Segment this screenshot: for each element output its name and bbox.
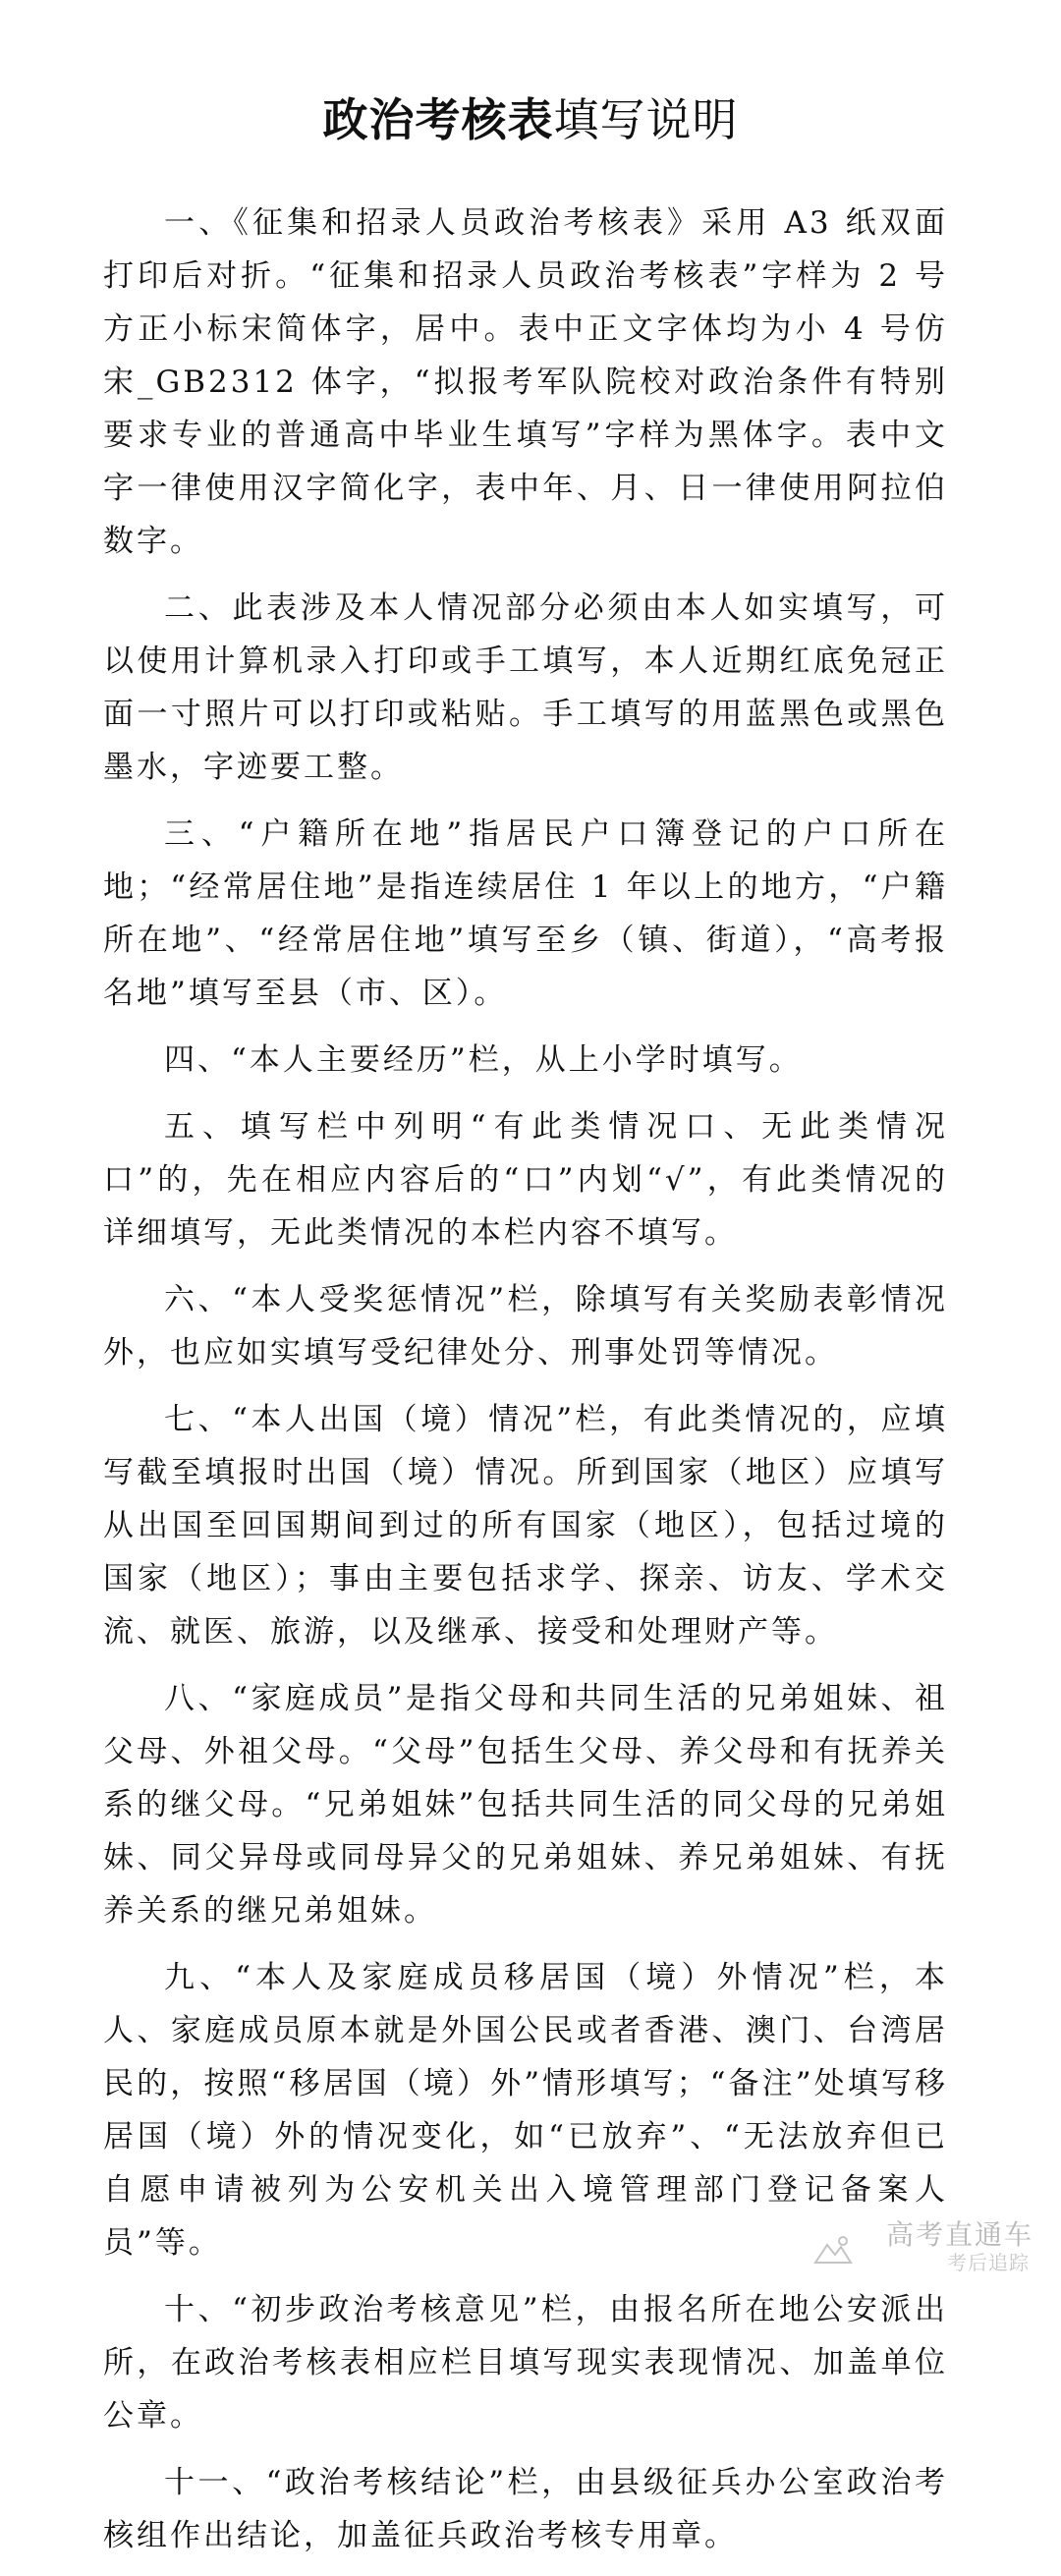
watermark xyxy=(798,2208,1043,2276)
paragraph-2: 二、此表涉及本人情况部分必须由本人如实填写，可以使用计算机录入打印或手工填写，本人近期红底免冠正面一寸照片可以打印或粘贴。手工填写的用蓝黑色或黑色墨水，字迹要工整。 xyxy=(103,590,948,785)
paragraph-10: 十、“初步政治考核意见”栏，由报名所在地公安派出所，在政治考核表相应栏目填写现实表现情况、加盖单位公章。 xyxy=(103,2292,948,2434)
paragraph-6: 六、“本人受奖惩情况”栏，除填写有关奖励表彰情况外，也应如实填写受纪律处分、刑事处罚等情况。 xyxy=(103,1282,948,1371)
paragraph-4: 四、“本人主要经历”栏，从上小学时填写。 xyxy=(164,1042,803,1078)
paragraph-5: 五、填写栏中列明“有此类情况口、无此类情况口”的，先在相应内容后的“口”内划“√”，有此类情况的详细填写，无此类情况的本栏内容不填写。 xyxy=(103,1109,948,1251)
paragraph-9: 九、“本人及家庭成员移居国（境）外情况”栏，本人、家庭成员原本就是外国公民或者香港、澳门、台湾居民的，按照“移居国（境）外”情形填写；“备注”处填写移居国（境）外的情况变化，如“已放弃”、“无法放弃但已自愿申请被列为公安机关出入境管理部门登记备案人员”等。 xyxy=(103,1960,948,2261)
watermark-subtext: 考后追踪 xyxy=(947,2251,1030,2274)
paragraph-7: 七、“本人出国（境）情况”栏，有此类情况的，应填写截至填报时出国（境）情况。所到国家（地区）应填写从出国至回国期间到过的所有国家（地区），包括过境的国家（地区）；事由主要包括求学、探亲、访友、学术交流、就医、旅游，以及继承、接受和处理财产等。 xyxy=(103,1402,948,1650)
watermark-text: 高考直通车 xyxy=(885,2218,1033,2251)
paragraph-8: 八、“家庭成员”是指父母和共同生活的兄弟姐妹、祖父母、外祖父母。“父母”包括生父母、养父母和有抚养关系的继父母。“兄弟姐妹”包括共同生活的同父母的兄弟姐妹、同父异母或同母异父的兄弟姐妹、养兄弟姐妹、有抚养关系的继兄弟姐妹。 xyxy=(103,1681,948,1929)
title-bold-part: 政治考核表 xyxy=(322,93,554,146)
paragraph-11: 十一、“政治考核结论”栏，由县级征兵办公室政治考核组作出结论，加盖征兵政治考核专用章。 xyxy=(103,2465,948,2553)
paragraph-1: 一、《征集和招录人员政治考核表》采用 A3 纸双面打印后对折。“征集和招录人员政治考核表”字样为 2 号方正小标宋简体字，居中。表中正文字体均为小 4 号仿宋_GB2312 体字，“拟报考军队院校对政治条件有特别要求专业的普通高中毕业生填写”字样为黑体字。表中文字一律使用汉字简化字，表中年、月、日一律使用阿拉伯数字。 xyxy=(103,205,948,559)
page-title xyxy=(0,90,1061,149)
watermark-logo-icon xyxy=(811,2233,855,2270)
title-rest-part: 填写说明 xyxy=(553,93,739,146)
paragraph-3: 三、“户籍所在地”指居民户口簿登记的户口所在地；“经常居住地”是指连续居住 1 年以上的地方，“户籍所在地”、“经常居住地”填写至乡（镇、街道），“高考报名地”填写至县（市、区）。 xyxy=(103,816,948,1011)
